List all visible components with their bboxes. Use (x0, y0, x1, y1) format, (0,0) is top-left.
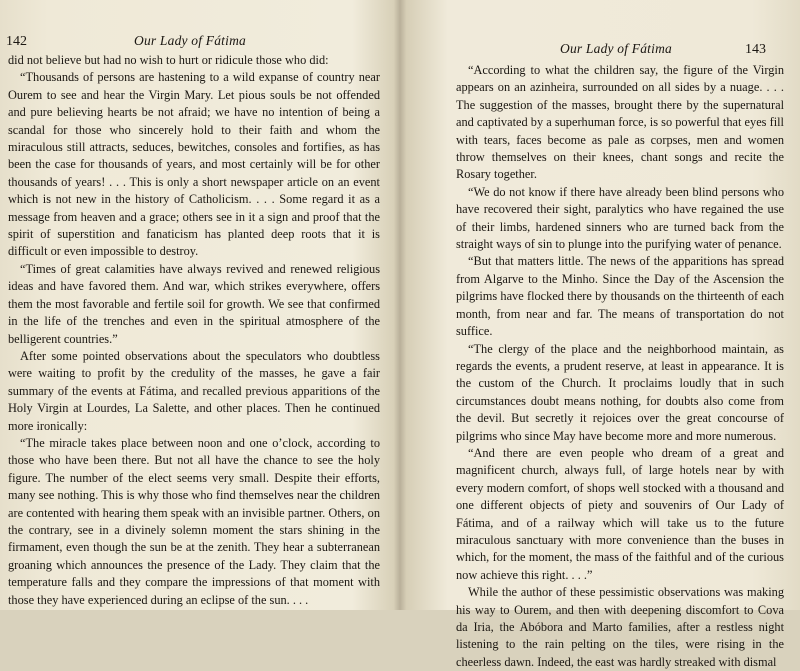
left-running-head (6, 33, 27, 50)
left-page-text (8, 52, 380, 609)
paragraph: “And there are even people who dream of a great and magnificent church, always full, of large hotels near by with every modern comfort, of shops well stocked with a thousand and one different objects of piety and souvenirs of Our Lady of Fátima, and of a railway which will take us to the future miraculous sanctuary with more convenience than the buses in which, for the moment, the mass of the faithful and of the curious now achieve this right. . . .” (456, 445, 784, 582)
paragraph: “But that matters little. The news of the apparitions has spread from Algarve to the Minho. Since the Day of the Ascension the pilgrims have flocked there by thousands on the thirteenth of each month, from near and far. The means of transportation do not suffice. (456, 254, 784, 339)
left-running-title-wrap (134, 33, 246, 49)
paragraph: While the author of these pessimistic observations was making his way to Ourem, and then with deepening discomfort to Cova da Iria, the Abóbora and Marto families, after a restless night listening to the rain pelting on the tiles, were rising in the cheerless dawn. Indeed, the east was hardly streaked with dismal (456, 585, 784, 669)
paragraph: “The clergy of the place and the neighborhood maintain, as regards the events, a prudent reserve, at least in appearance. It is the custom of the Church. It proclaims loudly that in such circumstances doubt means nothing, for doubts also come from the devil. But secretly it rejoices over the great concourse of pilgrims who since May have become more and more numerous. (456, 341, 784, 443)
left-running-title: Our Lady of Fátima (134, 33, 246, 48)
paragraph: After some pointed observations about the speculators who doubtless were waiting to profit by the credulity of the masses, he gave a fair summary of the events at Fátima, and recalled previous apparitions of the Holy Virgin at Lourdes, La Salette, and other places. Then he continued more ironically: (8, 348, 380, 433)
right-page-number: 143 (745, 42, 766, 57)
right-page (400, 0, 800, 669)
right-running-title: Our Lady of Fátima (560, 41, 672, 56)
right-page-text (456, 62, 784, 671)
paragraph: “We do not know if there have already been blind persons who have recovered their sight, paralytics who have regained the use of their limbs, hardened sinners who are turned back from the straight ways of sin to plunge into the purifying water of penance. (456, 184, 784, 252)
left-page-number: 142 (6, 34, 27, 49)
right-running-title-wrap (560, 41, 672, 57)
paragraph: “Thousands of persons are hastening to a wild expanse of country near Ourem to see and hear the Virgin Mary. Let pious souls be not offended and pure believing hearts be not afraid; we have no intention of being a scandal for those who sincerely hold to their faith and whom the miraculous still attracts, seduces, bewitches, consoles and fortifies, as has been the case for thousands of years, and most certainly will be for other thousands of years! . . . This is only a short newspaper article on an event which is not new in the history of Catholicism. . . . Some regard it as a message from heaven and a grace; others see in it a sign and proof that the spirit of superstition and fanaticism has planted deep roots that it is difficult or even impossible to destroy. (8, 70, 380, 259)
paragraph: “According to what the children say, the figure of the Virgin appears on an azinheira, surrounded on all sides by a nuage. . . . The suggestion of the masses, brought there by the supernatural and captivated by a superhuman force, is so powerful that eyes fill with tears, faces become as pale as corpses, men and women throw themselves on their knees, chant songs and recite the Rosary together. (456, 63, 784, 182)
paragraph: “Times of great calamities have always revived and renewed religious ideas and have favored them. And war, which strikes everywhere, offers them the most favorable and fertile soil for growth. We see that confirmed in the life of the trenches and even in the spiritual atmosphere of the belligerent countries.” (8, 261, 380, 346)
paragraph: “The miracle takes place between noon and one o’clock, according to those who have been there. But not all have the chance to see the holy figure. The number of the elect seems very small. Despite their efforts, many see nothing. This is why those who find themselves near the children are contented with hearing them speak with an invisible partner. Others, on the contrary, see in a divinely solemn moment the stars shining in the firmament, even though the sun be at the zenith. They hear a subterranean groaning which announces the presence of the Lady. They claim that the temperature falls and they compare the impressions of that moment with those they have experienced during an eclipse of the sun. . . . (8, 435, 380, 607)
right-running-head (745, 41, 766, 58)
paragraph: did not believe but had no wish to hurt or ridicule those who did: (8, 53, 329, 67)
left-page (0, 0, 400, 610)
